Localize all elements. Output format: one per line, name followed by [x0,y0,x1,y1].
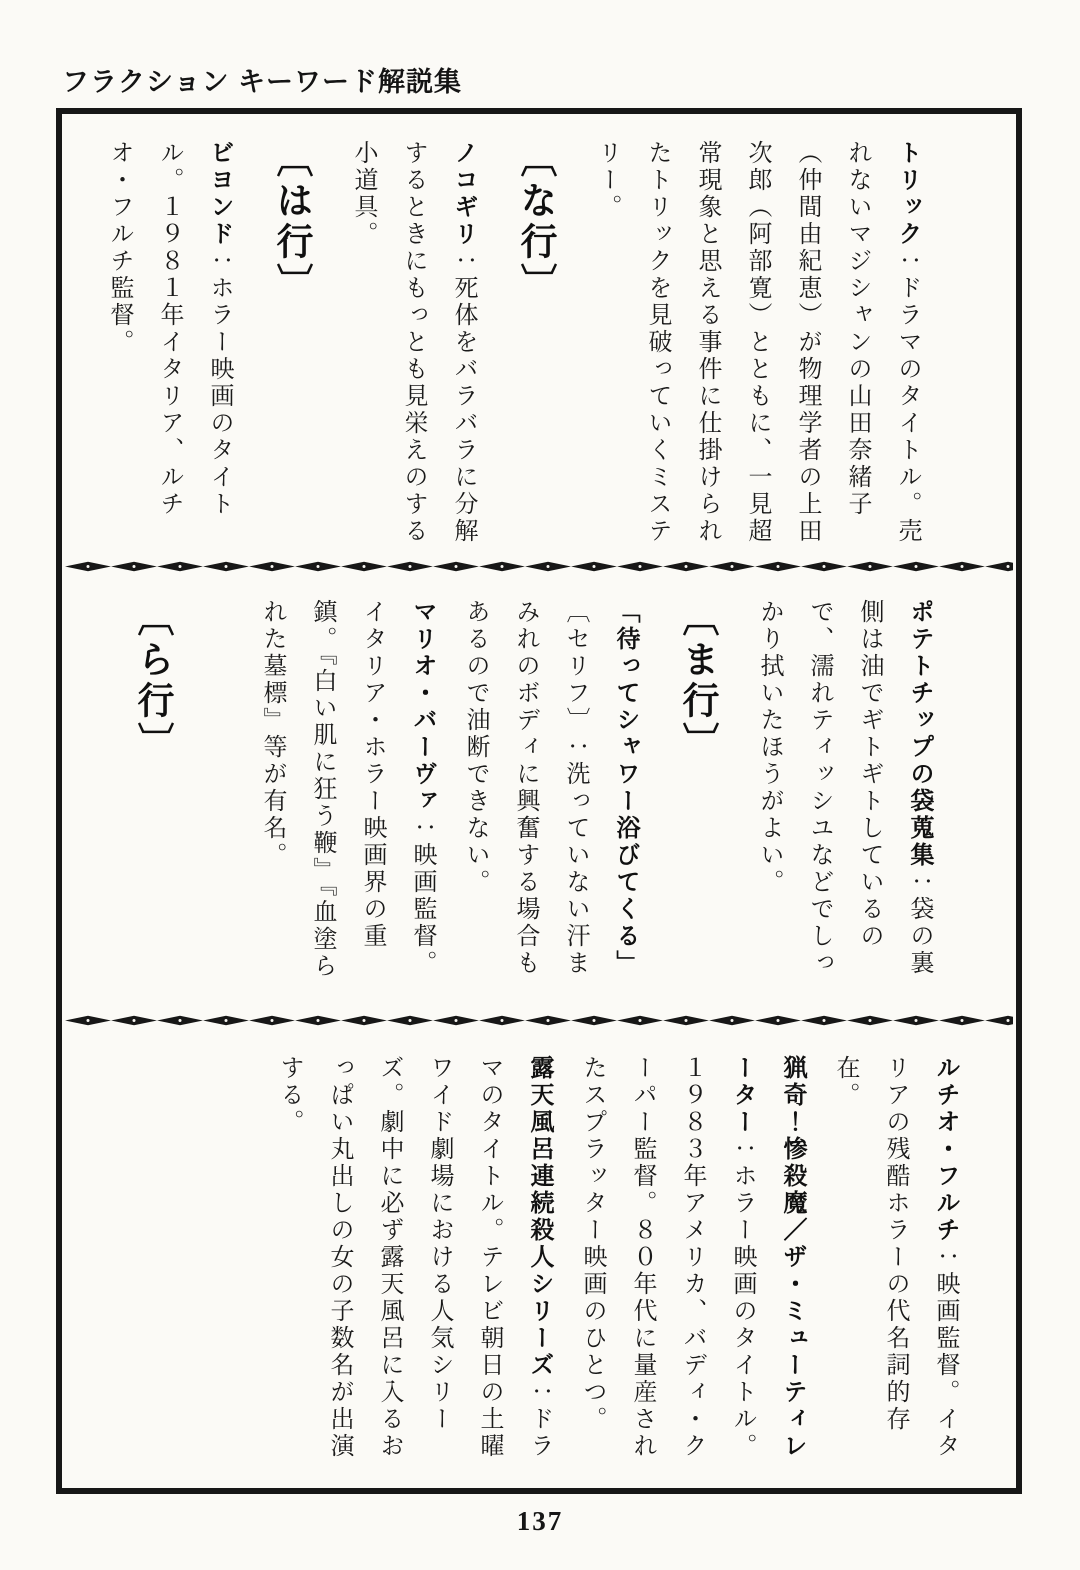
page-title: フラクション キーワード解説集 [62,67,462,97]
entry-mutilator [567,1055,817,1476]
entry-mario-bava [247,599,447,1002]
entry-term: 露天風呂連続殺人シリーズ [526,1055,553,1379]
divider-ornament [65,560,1013,573]
entry-nokogiri [338,140,488,548]
section-divider [65,1014,1013,1027]
content-frame [56,108,1022,1494]
kana-row-header-ra: 〔ら行〕 [132,599,173,763]
entry-term: 猟奇！惨殺魔／ザ・ミューティレーター [729,1055,806,1460]
entry-body: ：ホラー映画のタイトル。１９８３年アメリカ、バディ・クーパー監督。８０年代に量産されたスプラッター映画のひとつ。 [579,1055,755,1460]
entry-shower-line [450,599,650,1002]
entry-term: ポテトチップの袋蒐集 [906,599,933,869]
entry-body: ：映画監督。イタリア・ホラー映画界の重鎮。『白い肌に狂う鞭』『血塗られた墓標』等が有名。 [259,599,435,980]
kana-row-header-ma: 〔ま行〕 [677,599,718,763]
entry-trick [582,140,932,548]
entry-body: 〔セリフ〕：洗っていない汗まみれのボディに興奮する場合もあるので油断できない。 [462,599,588,977]
page-number: 137 [516,1506,564,1536]
entry-term: 「待ってシャワー浴びてくる」 [612,599,639,977]
entry-body: ：映画監督。イタリアの残酷ホラーの代名詞的存在。 [832,1055,958,1460]
section-divider [65,560,1013,573]
entry-lucio-fulci [820,1055,970,1476]
entry-term: マリオ・バーヴァ [409,599,436,815]
entry-term: ルチオ・フルチ [932,1055,959,1244]
entry-body: ：袋の裏側は油でギトギトしているので、濡れティッシユなどでしっかり拭いたほうがよい。 [756,599,932,977]
entry-body: ：ドラマのタイトル。売れないマジシャンの山田奈緒子（仲間由紀恵）が物理学者の上田次郎（阿部寛）とともに、一見超常現象と思える事件に仕掛けられたトリックを見破っていくミステリー。 [594,140,920,545]
entry-beyond [94,140,244,548]
entry-body: ：死体をバラバラに分解するときにもっとも見栄えのする小道具。 [350,140,476,545]
section-middle [62,573,1016,1014]
kana-row-header-ha: 〔は行〕 [271,140,312,304]
divider-ornament [65,1014,1013,1027]
entry-term: ノコギリ [450,140,477,248]
entry-term: ビヨンド [206,140,233,248]
entry-body: ：ドラマのタイトル。テレビ朝日の土曜ワイド劇場における人気シリーズ。劇中に必ず露天風呂に入るおっぱい丸出しの女の子数名が出演する。 [276,1055,552,1460]
section-top [62,114,1016,560]
entry-rotenburo-series [264,1055,564,1476]
kana-row-header-na: 〔な行〕 [515,140,556,304]
section-bottom [62,1027,1016,1488]
entry-potato-chip [744,599,944,1002]
entry-body: ：ホラー映画のタイトル。１９８１年イタリア、ルチオ・フルチ監督。 [106,140,232,518]
entry-term: トリック [894,140,921,248]
